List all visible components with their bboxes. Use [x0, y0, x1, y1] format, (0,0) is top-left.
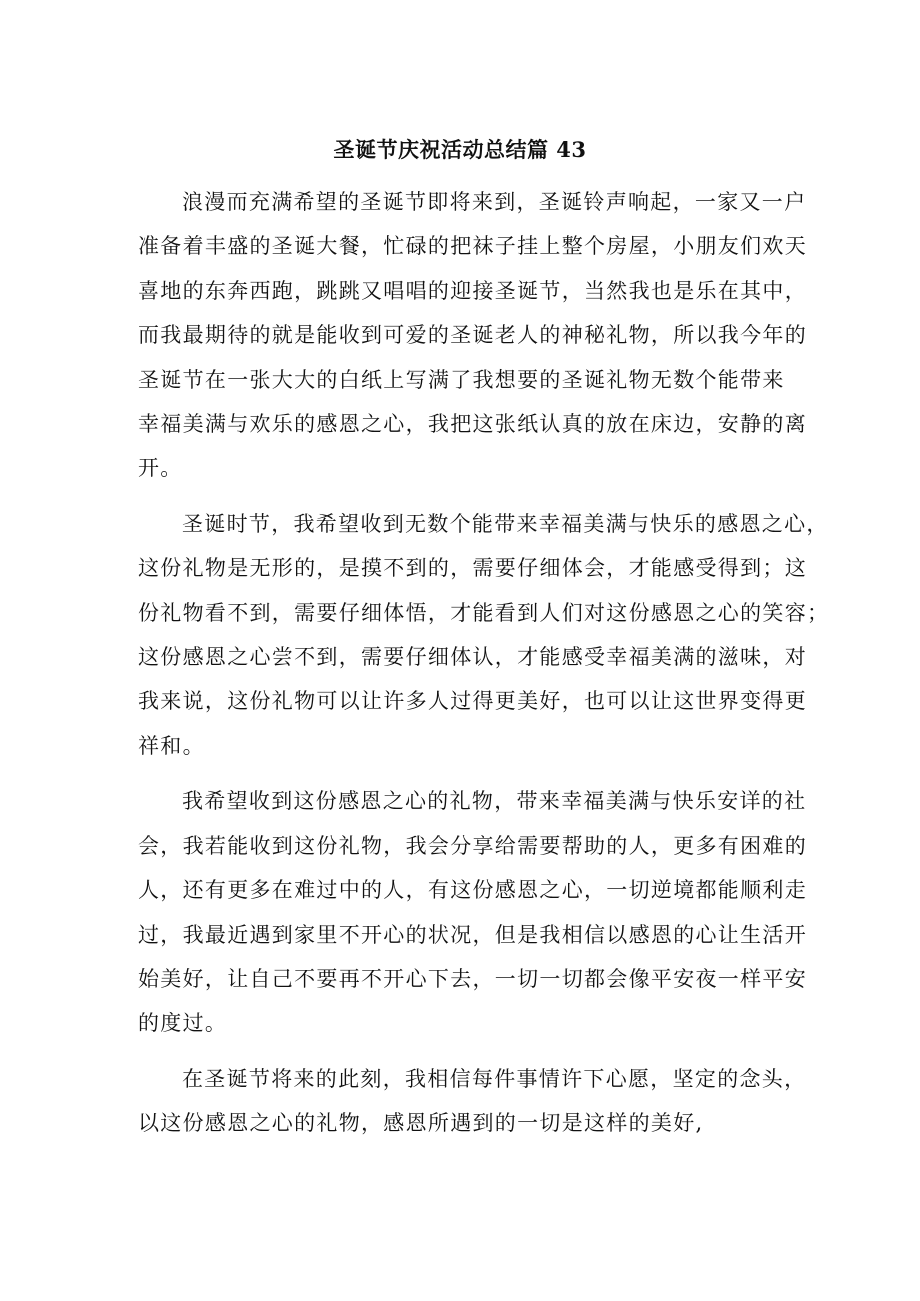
paragraph-line: 开。 — [138, 456, 183, 481]
paragraph-line: 人，还有更多在难过中的人，有这份感恩之心，一切逆境都能顺利走 — [138, 878, 807, 903]
paragraph-line: 始美好，让自己不要再不开心下去，一切一切都会像平安夜一样平安 — [138, 966, 807, 991]
document-body — [138, 180, 830, 1157]
paragraph-line: 我来说，这份礼物可以让许多人过得更美好，也可以让这世界变得更 — [138, 689, 807, 714]
paragraph-1 — [138, 180, 807, 491]
paragraph-4 — [138, 1057, 807, 1146]
paragraph-line: 喜地的东奔西跑，跳跳又唱唱的迎接圣诞节，当然我也是乐在其中， — [138, 278, 807, 303]
paragraph-line: 过，我最近遇到家里不开心的状况，但是我相信以感恩的心让生活开 — [138, 922, 807, 947]
paragraph-line: 圣诞时节，我希望收到无数个能带来幸福美满与快乐的感恩之心， — [182, 511, 829, 536]
paragraph-line: 浪漫而充满希望的圣诞节即将来到，圣诞铃声响起，一家又一户 — [182, 190, 807, 214]
paragraph-line: 的度过。 — [138, 1011, 228, 1036]
paragraph-3 — [138, 779, 807, 1045]
paragraph-2 — [138, 502, 830, 768]
paragraph-line: 会，我若能收到这份礼物，我会分享给需要帮助的人，更多有困难的 — [138, 833, 807, 858]
paragraph-line: 份礼物看不到，需要仔细体悟，才能看到人们对这份感恩之心的笑容； — [138, 600, 830, 625]
paragraph-line: 幸福美满与欢乐的感恩之心，我把这张纸认真的放在床边，安静的离 — [138, 412, 807, 437]
paragraph-line: 祥和。 — [138, 733, 205, 758]
document-title: 圣诞节庆祝活动总结篇 43 — [333, 137, 587, 162]
paragraph-line: 在圣诞节将来的此刻，我相信每件事情许下心愿，坚定的念头， — [182, 1066, 807, 1091]
paragraph-line: 这份感恩之心尝不到，需要仔细体认，才能感受幸福美满的滋味，对 — [138, 645, 807, 670]
paragraph-line: 我希望收到这份感恩之心的礼物，带来幸福美满与快乐安详的社 — [182, 789, 807, 814]
paragraph-line: 这份礼物是无形的，是摸不到的，需要仔细体会，才能感受得到；这 — [138, 556, 807, 581]
paragraph-line: 而我最期待的就是能收到可爱的圣诞老人的神秘礼物，所以我今年的 — [138, 323, 807, 348]
paragraph-line: 圣诞节在一张大大的白纸上写满了我想要的圣诞礼物无数个能带来 — [138, 367, 785, 392]
paragraph-line: 准备着丰盛的圣诞大餐，忙碌的把袜子挂上整个房屋，小朋友们欢天 — [138, 234, 807, 259]
paragraph-line: 以这份感恩之心的礼物，感恩所遇到的一切是这样的美好, — [138, 1111, 704, 1136]
